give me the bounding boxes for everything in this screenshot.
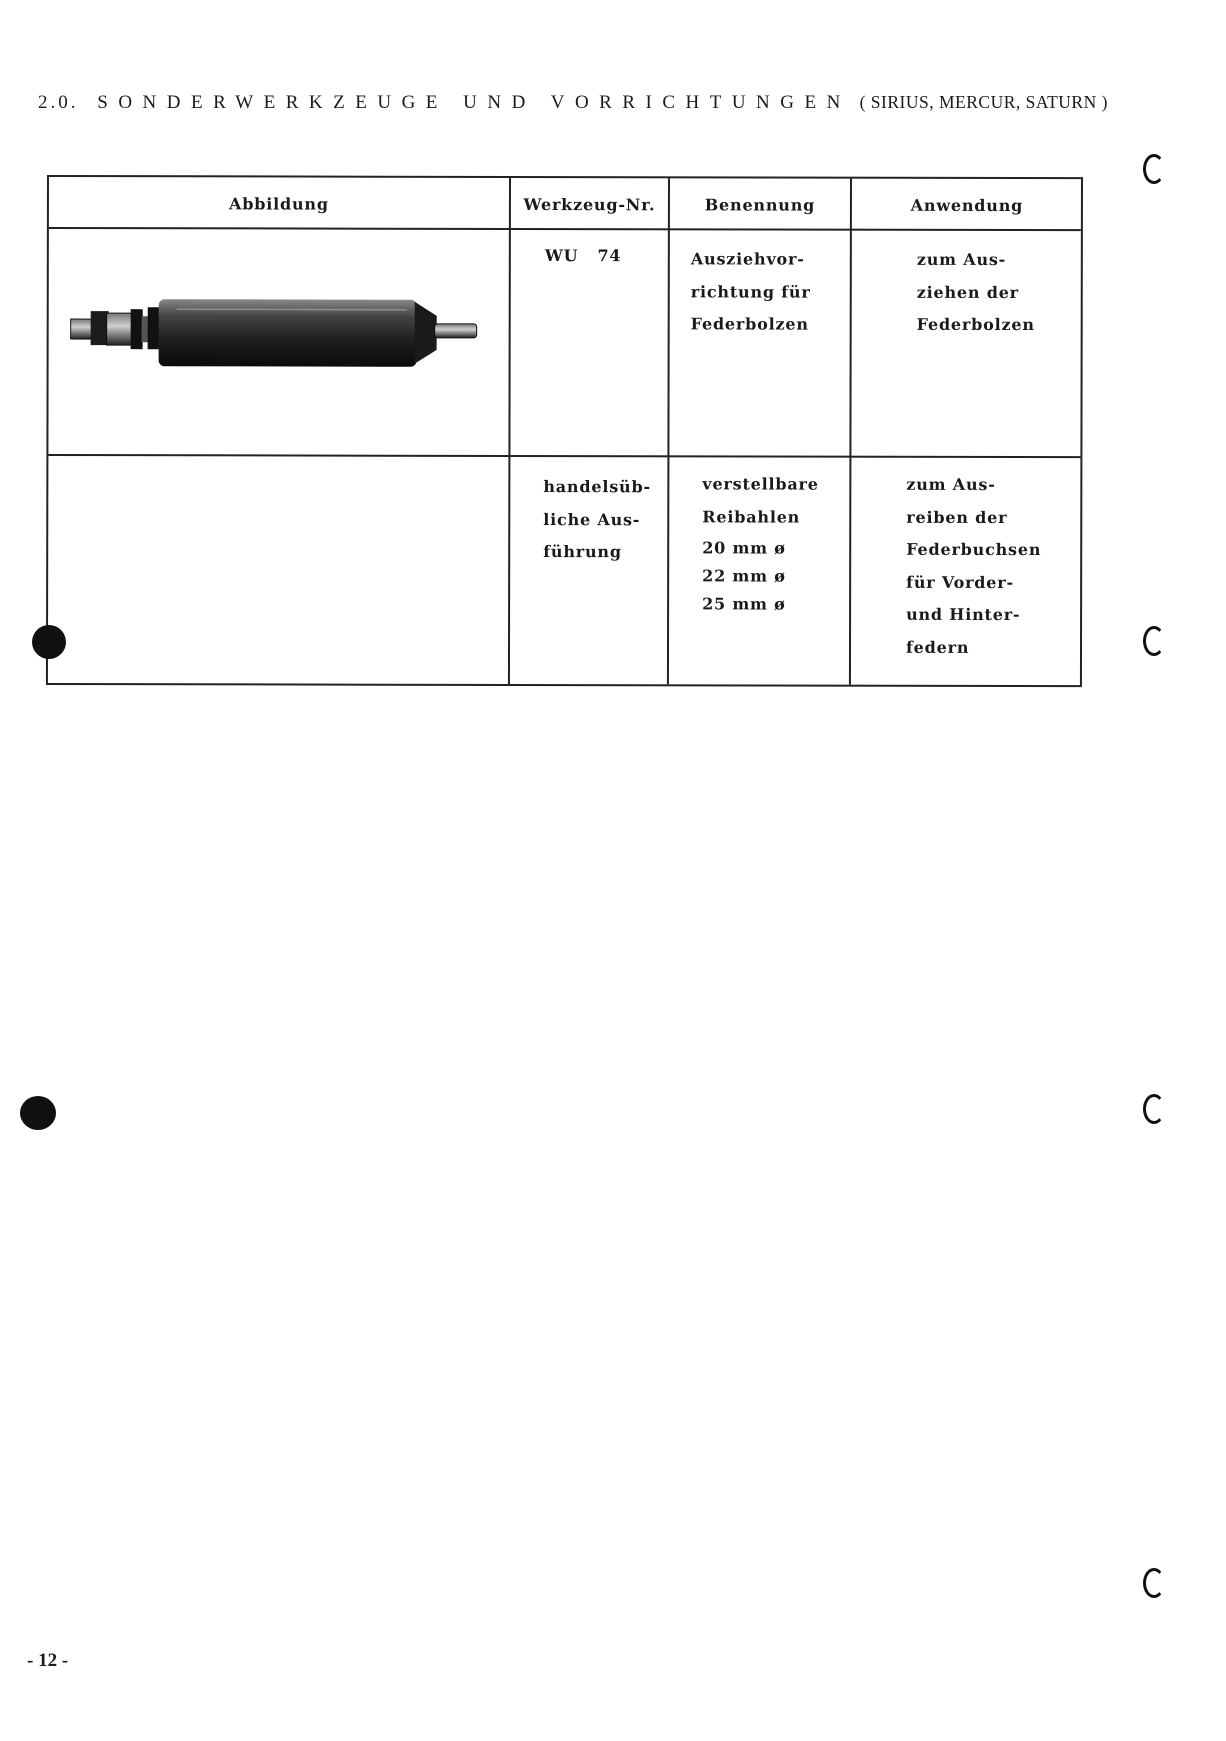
text-line: richtung für xyxy=(690,281,811,302)
text-line: für Vorder- xyxy=(906,572,1014,592)
row2-name xyxy=(702,468,819,618)
text-line: Reibahlen xyxy=(702,507,801,527)
header-name: Benennung xyxy=(704,195,816,215)
ring-hole-icon xyxy=(1143,626,1165,656)
row1-name xyxy=(691,243,811,341)
text-line: liche Aus- xyxy=(543,509,641,529)
text-line: handelsüb- xyxy=(543,477,651,497)
page-heading xyxy=(38,92,1108,114)
spring-bolt-puller-icon xyxy=(67,287,497,372)
text-line: WU 74 xyxy=(544,246,622,266)
row1-tool-no xyxy=(545,240,622,273)
text-line: verstellbare xyxy=(702,474,819,494)
text-line: zum Aus- xyxy=(916,249,1007,270)
ring-hole-icon xyxy=(1143,154,1165,184)
ring-hole-icon xyxy=(1143,1094,1165,1124)
text-line: Ausziehvor- xyxy=(690,249,805,269)
row2-tool-no xyxy=(543,471,651,569)
punch-hole-icon xyxy=(20,1096,56,1130)
section-title: SONDERWERKZEUGE UND VORRICHTUNGEN xyxy=(97,92,851,113)
row2-use xyxy=(906,469,1041,664)
header-use: Anwendung xyxy=(910,195,1024,216)
text-line: 22 mm ø xyxy=(702,566,786,586)
text-line: zum Aus- xyxy=(906,474,996,494)
text-line: ziehen der xyxy=(916,282,1019,302)
text-line: Federbolzen xyxy=(916,314,1035,335)
text-line: 20 mm ø xyxy=(702,538,786,558)
header-tool-no: Werkzeug-Nr. xyxy=(523,194,656,215)
text-line: führung xyxy=(543,542,622,562)
section-number: 2.0. xyxy=(38,92,79,113)
text-line: Federbolzen xyxy=(690,314,809,334)
section-models: ( SIRIUS, MERCUR, SATURN ) xyxy=(859,92,1108,112)
text-line: 25 mm ø xyxy=(702,594,786,614)
header-image: Abbildung xyxy=(229,194,329,214)
row1-use xyxy=(917,244,1035,342)
page-number: - 12 - xyxy=(27,1650,69,1671)
text-line: reiben der xyxy=(906,507,1008,527)
ring-hole-icon xyxy=(1143,1568,1165,1598)
text-line: federn xyxy=(905,637,970,657)
text-line: Federbuchsen xyxy=(906,539,1042,560)
punch-hole-icon xyxy=(32,625,66,659)
text-line: und Hinter- xyxy=(906,604,1021,625)
tools-table xyxy=(46,175,1083,687)
